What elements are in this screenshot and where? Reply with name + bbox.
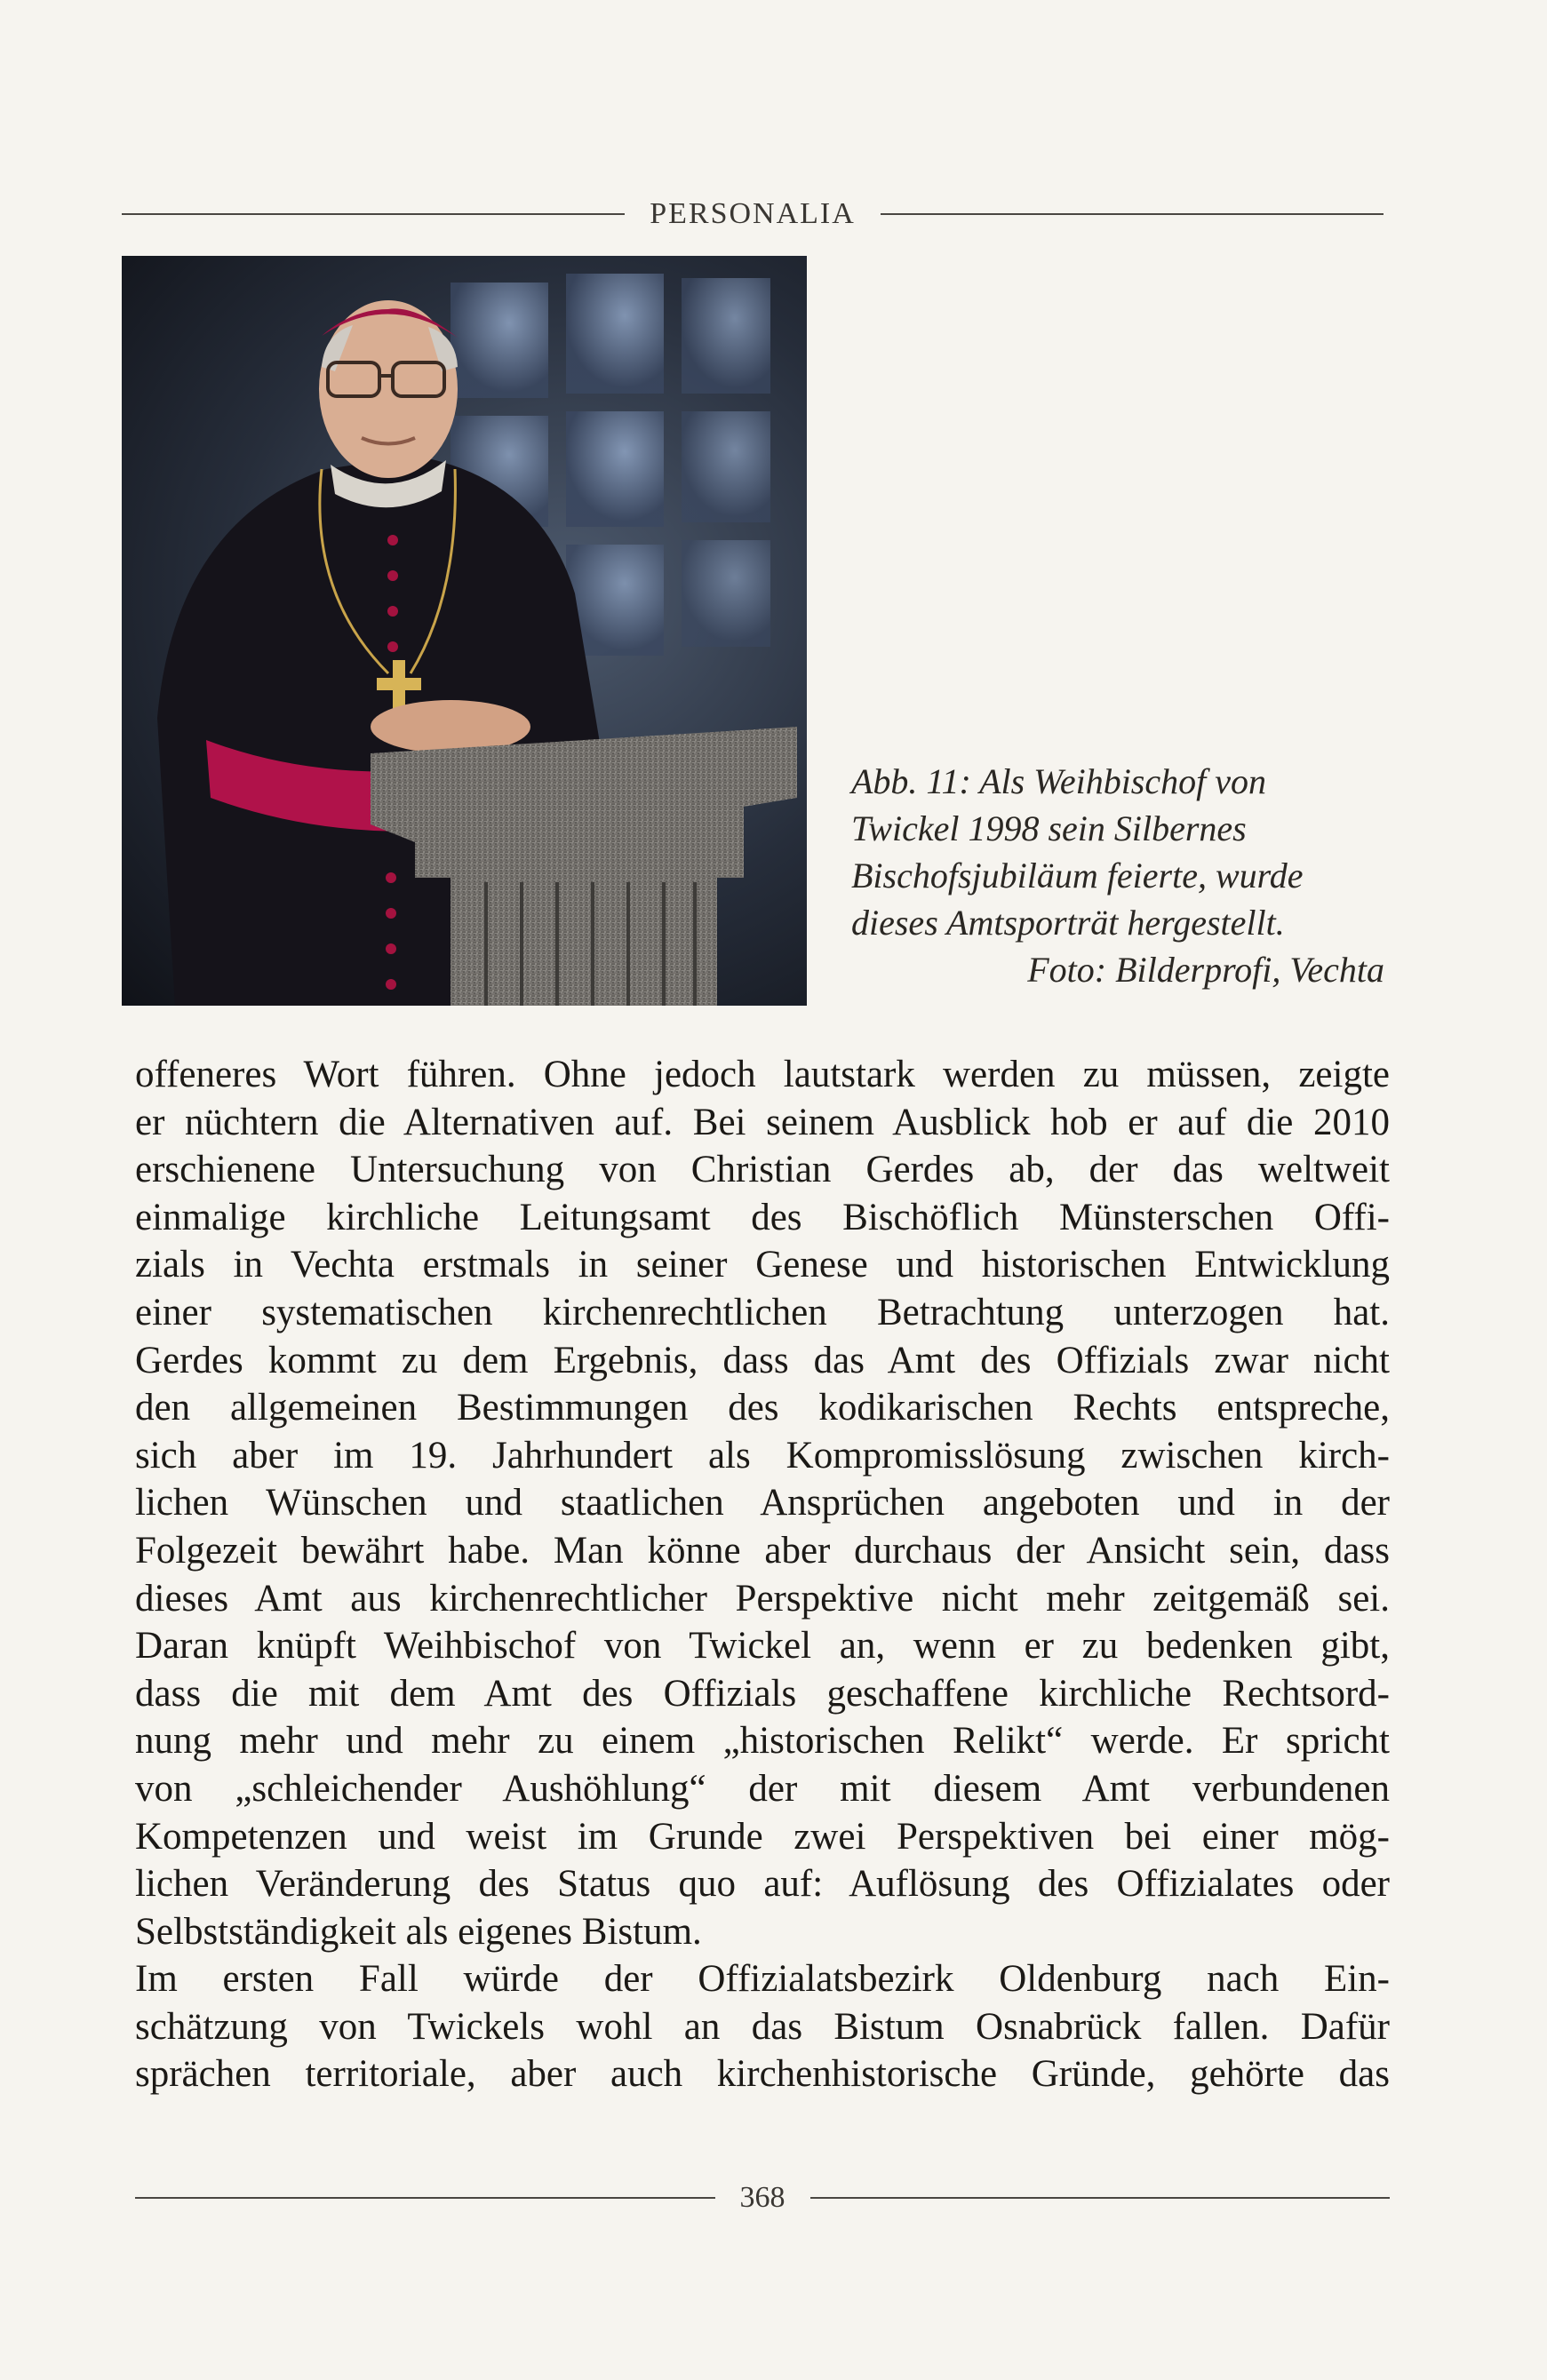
body-line: Kompetenzen und weist im Grunde zwei Perspektiven bei einer mög-: [135, 1815, 1390, 1858]
body-line: schätzung von Twickels wohl an das Bistum Osnabrück fallen. Dafür: [135, 2005, 1390, 2048]
body-line: von „schleichender Aushöhlung“ der mit diesem Amt verbundenen: [135, 1767, 1390, 1810]
body-line: dass die mit dem Amt des Offizials geschaffene kirchliche Rechtsord-: [135, 1672, 1390, 1715]
body-line: Daran knüpft Weihbischof von Twickel an, wenn er zu bedenken gibt,: [135, 1625, 1390, 1668]
body-line: Selbstständigkeit als eigenes Bistum.: [135, 1910, 702, 1953]
body-line: einmalige kirchliche Leitungsamt des Bischöflich Münsterschen Offi-: [135, 1196, 1390, 1238]
caption-line: Bischofsjubiläum feierte, wurde: [851, 856, 1304, 895]
body-text: [135, 1051, 1390, 2098]
portrait-photo: [122, 256, 807, 1006]
body-line: einer systematischen kirchenrechtlichen Betrachtung unterzogen hat.: [135, 1291, 1390, 1333]
body-line: sprächen territoriale, aber auch kirchenhistorische Gründe, gehörte das: [135, 2053, 1390, 2096]
header-rule-left: [122, 213, 625, 215]
page-footer: [135, 2181, 1390, 2215]
body-line: dieses Amt aus kirchenrechtlicher Perspektive nicht mehr zeitgemäß sei.: [135, 1577, 1390, 1620]
body-line: zials in Vechta erstmals in seiner Genese und historischen Entwicklung: [135, 1244, 1390, 1286]
header-rule-right: [881, 213, 1384, 215]
body-line: Im ersten Fall würde der Offizialatsbezirk Oldenburg nach Ein-: [135, 1958, 1390, 2001]
footer-rule-right: [810, 2197, 1391, 2199]
footer-rule-left: [135, 2197, 715, 2199]
portrait-illustration: [122, 256, 807, 1006]
page-number: 368: [739, 2181, 785, 2214]
body-line: nung mehr und mehr zu einem „historischen Relikt“ werde. Er spricht: [135, 1720, 1390, 1763]
body-line: sich aber im 19. Jahrhundert als Kompromisslösung zwischen kirch-: [135, 1434, 1390, 1477]
figure-caption: [851, 758, 1384, 993]
body-line: den allgemeinen Bestimmungen des kodikarischen Rechts entspreche,: [135, 1387, 1390, 1429]
photo-credit: Foto: Bilderprofi, Vechta: [1027, 950, 1384, 990]
body-line: Gerdes kommt zu dem Ergebnis, dass das Amt des Offizials zwar nicht: [135, 1339, 1390, 1381]
header-title: PERSONALIA: [650, 197, 856, 230]
body-line: er nüchtern die Alternativen auf. Bei seinem Ausblick hob er auf die 2010: [135, 1101, 1390, 1143]
caption-line: dieses Amtsporträt hergestellt.: [851, 903, 1285, 943]
caption-line: Abb. 11: Als Weihbischof von: [851, 761, 1266, 801]
body-line: lichen Wünschen und staatlichen Ansprüchen angeboten und in der: [135, 1482, 1390, 1524]
body-line: Folgezeit bewährt habe. Man könne aber durchaus der Ansicht sein, dass: [135, 1529, 1390, 1572]
body-line: offeneres Wort führen. Ohne jedoch lautstark werden zu müssen, zeigte: [135, 1054, 1390, 1095]
caption-line: Twickel 1998 sein Silbernes: [851, 808, 1247, 848]
body-line: lichen Veränderung des Status quo auf: Auflösung des Offizialates oder: [135, 1863, 1390, 1906]
body-line: erschienene Untersuchung von Christian Gerdes ab, der das weltweit: [135, 1149, 1390, 1191]
running-header: [122, 197, 1384, 231]
